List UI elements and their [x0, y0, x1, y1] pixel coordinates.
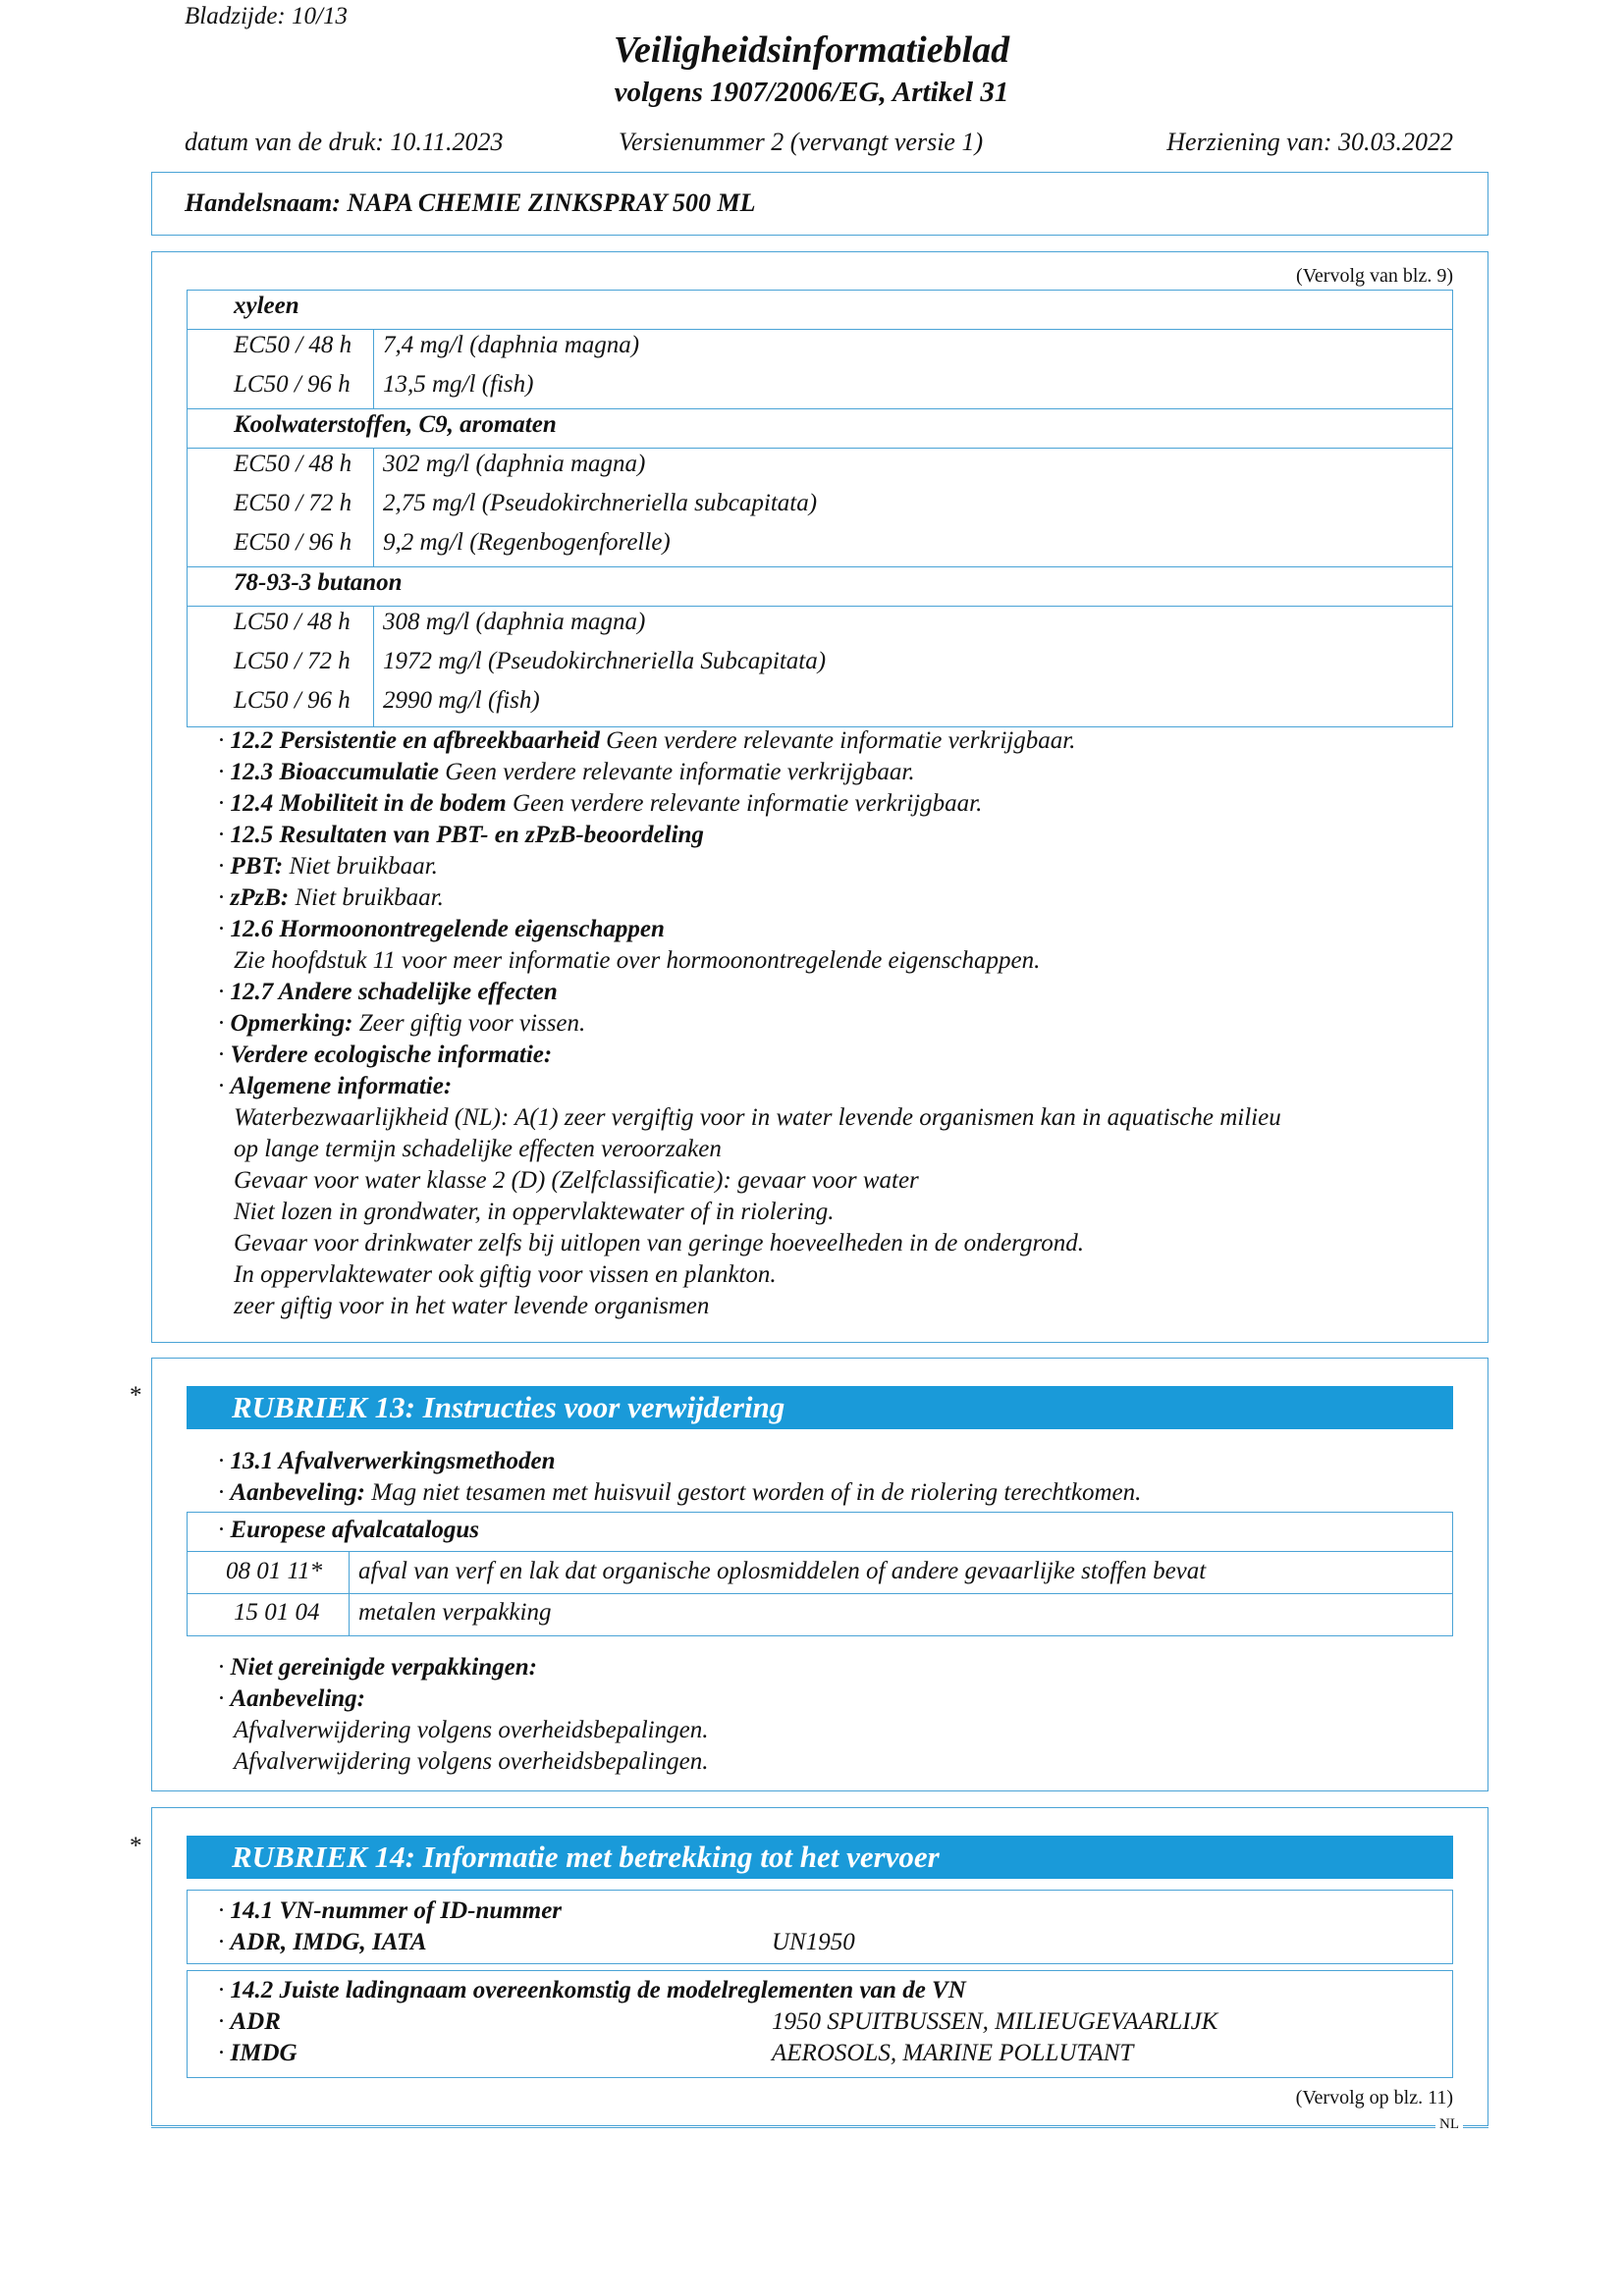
disposal-line: Afvalverwijdering volgens overheidsbepalingen. — [234, 1748, 709, 1775]
general-line: Gevaar voor water klasse 2 (D) (Zelfclassificatie): gevaar voor water — [234, 1167, 919, 1194]
table-rule — [349, 1551, 350, 1636]
table-rule — [187, 329, 1453, 330]
document-subtitle: volgens 1907/2006/EG, Artikel 31 — [614, 77, 1009, 108]
country-code: NL — [1435, 2116, 1463, 2133]
further-ecological-info: · Verdere ecologische informatie: — [218, 1041, 553, 1068]
tox-key: LC50 / 72 h — [234, 648, 351, 674]
tox-key: EC50 / 96 h — [234, 529, 352, 556]
pbt-label: PBT: — [230, 853, 284, 880]
section-12-3: · 12.3 Bioaccumulatie Geen verdere relevante informatie verkrijgbaar. — [218, 759, 915, 785]
document-title: Veiligheidsinformatieblad — [613, 29, 1010, 71]
section-12-3-text: Geen verdere relevante informatie verkrijgbaar. — [439, 759, 915, 785]
section-12-7-label: 12.7 Andere schadelijke effecten — [230, 979, 558, 1005]
section-12-4-label: 12.4 Mobiliteit in de bodem — [230, 790, 507, 817]
section-12-6-label: 12.6 Hormoonontregelende eigenschappen — [230, 916, 665, 942]
pbt-text: Niet bruikbaar. — [283, 853, 438, 880]
substance-name: 78-93-3 butanon — [234, 569, 403, 596]
section-12-2-label: 12.2 Persistentie en afbreekbaarheid — [230, 727, 600, 754]
waste-catalog-title: · Europese afvalcatalogus — [218, 1517, 479, 1543]
zpzb-label: zPzB: — [230, 884, 290, 911]
recommendation-text: Mag niet tesamen met huisvuil gestort worden of in de riolering terechtkomen. — [365, 1479, 1142, 1506]
tox-value: 9,2 mg/l (Regenbogenforelle) — [383, 529, 671, 556]
tox-key: EC50 / 48 h — [234, 332, 352, 358]
general-info: · Algemene informatie: — [218, 1073, 453, 1099]
section-14-1: · 14.1 VN-nummer of ID-nummer — [218, 1897, 563, 1924]
table-rule — [373, 448, 374, 566]
remark-label: Opmerking: — [230, 1010, 353, 1037]
uncleaned-packaging: · Niet gereinigde verpakkingen: — [218, 1654, 537, 1681]
tox-value: 2990 mg/l (fish) — [383, 687, 540, 714]
tox-value: 2,75 mg/l (Pseudokirchneriella subcapitata) — [383, 490, 818, 516]
table-rule — [187, 606, 1453, 607]
imdg-value: AEROSOLS, MARINE POLLUTANT — [772, 2040, 1134, 2066]
table-rule — [187, 566, 1453, 567]
tox-key: EC50 / 48 h — [234, 451, 352, 477]
adr-line: · ADR — [218, 2008, 281, 2035]
section-12-2-text: Geen verdere relevante informatie verkrijgbaar. — [599, 727, 1076, 754]
table-rule — [373, 329, 374, 408]
section-12-6-text: Zie hoofdstuk 11 voor meer informatie over hormoonontregelende eigenschappen. — [234, 947, 1041, 974]
waste-description: metalen verpakking — [358, 1599, 552, 1626]
section-12-5: · 12.5 Resultaten van PBT- en zPzB-beoordeling — [218, 822, 704, 848]
substance-name: Koolwaterstoffen, C9, aromaten — [234, 411, 557, 438]
general-line: Waterbezwaarlijkheid (NL): A(1) zeer vergiftig voor in water levende organismen kan in aquatische milieu — [234, 1104, 1281, 1131]
table-rule — [187, 1593, 1453, 1594]
revision-marker: * — [130, 1833, 142, 1859]
imdg-line: · IMDG — [218, 2040, 298, 2066]
continued-from: (Vervolg van blz. 9) — [1296, 265, 1453, 287]
remark-line: · Opmerking: Zeer giftig voor vissen. — [218, 1010, 586, 1037]
general-line: zeer giftig voor in het water levende organismen — [234, 1293, 710, 1319]
general-label: Algemene informatie: — [230, 1073, 453, 1099]
substance-name: xyleen — [234, 293, 299, 319]
zpzb-line: · zPzB: Niet bruikbaar. — [218, 884, 444, 911]
tox-value: 308 mg/l (daphnia magna) — [383, 609, 646, 635]
waste-description: afval van verf en lak dat organische oplosmiddelen of andere gevaarlijke stoffen bevat — [358, 1558, 1207, 1584]
revision-marker: * — [130, 1382, 142, 1409]
tox-key: LC50 / 96 h — [234, 371, 351, 398]
table-rule — [187, 1551, 1453, 1552]
adr-value: 1950 SPUITBUSSEN, MILIEUGEVAARLIJK — [772, 2008, 1218, 2035]
section-12-4: · 12.4 Mobiliteit in de bodem Geen verdere relevante informatie verkrijgbaar. — [218, 790, 983, 817]
section-13-1-label: 13.1 Afvalverwerkingsmethoden — [230, 1448, 556, 1474]
pbt-line: · PBT: Niet bruikbaar. — [218, 853, 438, 880]
remark-text: Zeer giftig voor vissen. — [352, 1010, 586, 1037]
page-number: Bladzijde: 10/13 — [185, 3, 348, 29]
waste-code: 15 01 04 — [234, 1599, 320, 1626]
section-14-heading: RUBRIEK 14: Informatie met betrekking tot het vervoer — [187, 1836, 1453, 1879]
section-12-3-label: 12.3 Bioaccumulatie — [230, 759, 439, 785]
recommendation-2: · Aanbeveling: — [218, 1685, 365, 1712]
section-12-5-label: 12.5 Resultaten van PBT- en zPzB-beoordeling — [230, 822, 704, 848]
section-13-1: · 13.1 Afvalverwerkingsmethoden — [218, 1448, 556, 1474]
tox-value: 1972 mg/l (Pseudokirchneriella Subcapitata) — [383, 648, 827, 674]
tox-key: LC50 / 48 h — [234, 609, 351, 635]
recommendation-line: · Aanbeveling: Mag niet tesamen met huisvuil gestort worden of in de riolering terechtkomen. — [218, 1479, 1142, 1506]
section-12-6: · 12.6 Hormoonontregelende eigenschappen — [218, 916, 665, 942]
table-rule — [373, 606, 374, 727]
tox-value: 7,4 mg/l (daphnia magna) — [383, 332, 640, 358]
zpzb-text: Niet bruikbaar. — [289, 884, 444, 911]
footer-rule — [151, 2127, 1488, 2128]
disposal-line: Afvalverwijdering volgens overheidsbepalingen. — [234, 1717, 709, 1743]
section-12-2: · 12.2 Persistentie en afbreekbaarheid Geen verdere relevante informatie verkrijgbaar. — [218, 727, 1076, 754]
table-rule — [187, 448, 1453, 449]
general-line: Gevaar voor drinkwater zelfs bij uitlopen van geringe hoeveelheden in de ondergrond. — [234, 1230, 1085, 1256]
tox-key: EC50 / 72 h — [234, 490, 352, 516]
general-line: op lange termijn schadelijke effecten veroorzaken — [234, 1136, 722, 1162]
table-rule — [187, 408, 1453, 409]
waste-code: 08 01 11* — [226, 1558, 323, 1584]
trade-name: Handelsnaam: NAPA CHEMIE ZINKSPRAY 500 ML — [185, 188, 756, 217]
section-13-heading: RUBRIEK 13: Instructies voor verwijdering — [187, 1386, 1453, 1429]
revision-date: Herziening van: 30.03.2022 — [1166, 128, 1453, 156]
recommendation-label: Aanbeveling: — [230, 1479, 365, 1506]
un-number-value: UN1950 — [772, 1929, 855, 1955]
general-line: In oppervlaktewater ook giftig voor vissen en plankton. — [234, 1261, 777, 1288]
section-12-4-text: Geen verdere relevante informatie verkrijgbaar. — [506, 790, 983, 817]
tox-value: 13,5 mg/l (fish) — [383, 371, 534, 398]
tox-key: LC50 / 96 h — [234, 687, 351, 714]
general-line: Niet lozen in grondwater, in oppervlaktewater of in riolering. — [234, 1199, 835, 1225]
continued-to: (Vervolg op blz. 11) — [1295, 2087, 1453, 2109]
adr-imdg-iata-line: · ADR, IMDG, IATA — [218, 1929, 427, 1955]
print-date: datum van de druk: 10.11.2023 — [185, 128, 504, 156]
section-12-7: · 12.7 Andere schadelijke effecten — [218, 979, 558, 1005]
tox-value: 302 mg/l (daphnia magna) — [383, 451, 646, 477]
trade-name-box — [151, 172, 1488, 236]
further-label: Verdere ecologische informatie: — [230, 1041, 553, 1068]
version-number: Versienummer 2 (vervangt versie 1) — [619, 128, 984, 156]
section-14-2: · 14.2 Juiste ladingnaam overeenkomstig de modelreglementen van de VN — [218, 1977, 966, 2003]
